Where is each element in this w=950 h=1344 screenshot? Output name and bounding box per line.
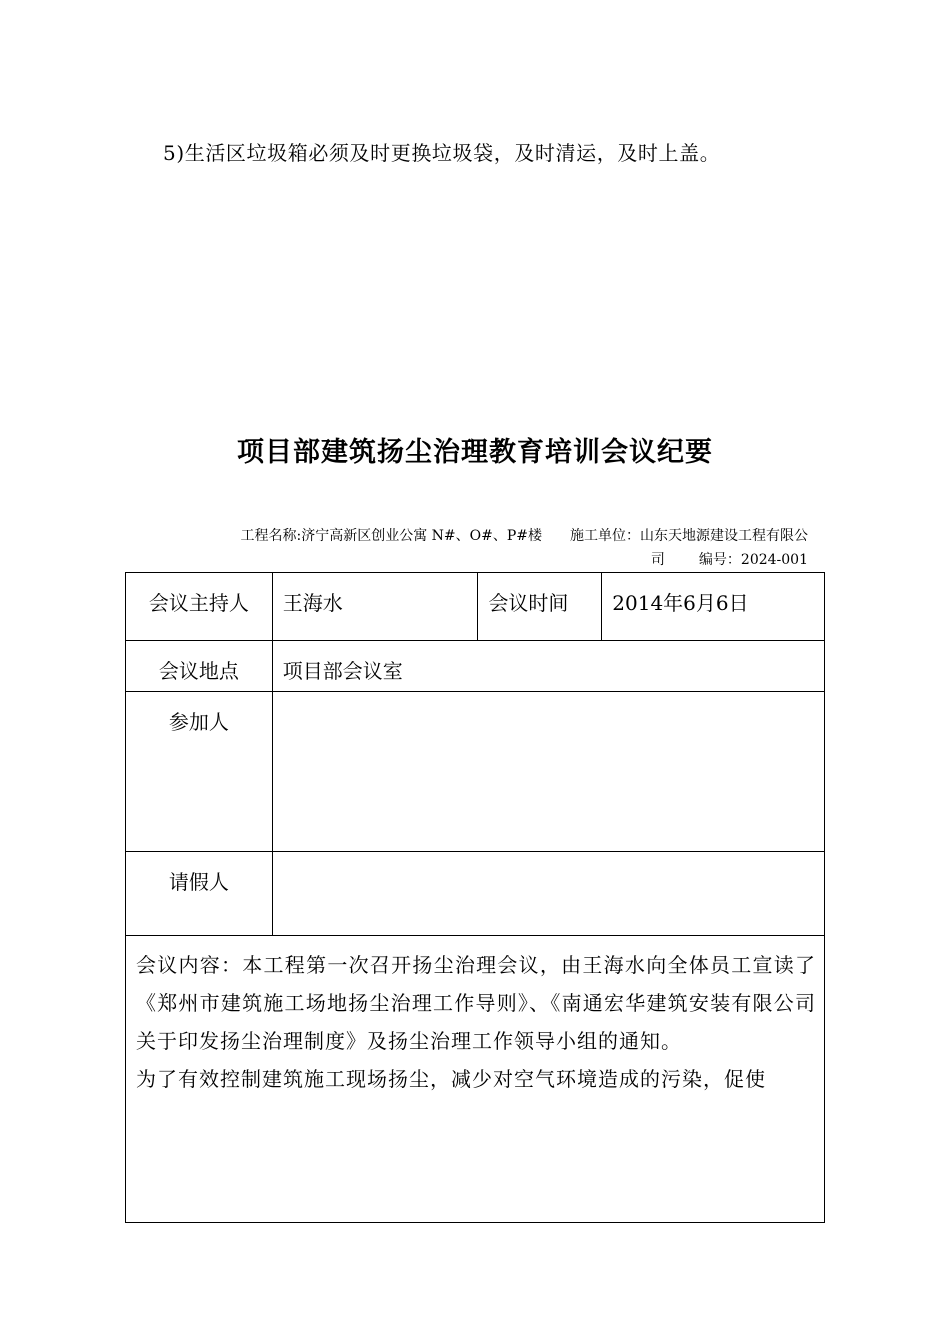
meeting-content bbox=[126, 936, 825, 1223]
place-value: 项目部会议室 bbox=[272, 641, 824, 692]
leave-label: 请假人 bbox=[126, 852, 273, 936]
construction-unit-value: 山东天地源建设工程有限公 bbox=[640, 528, 808, 544]
content-paragraph-2: 为了有效控制建筑施工现场扬尘，减少对空气环境造成的污染，促使 bbox=[136, 1067, 766, 1091]
document-meta bbox=[150, 524, 808, 572]
minutes-table bbox=[125, 572, 825, 1223]
construction-unit-label: 施工单位： bbox=[570, 528, 640, 544]
previous-page-item: 5)生活区垃圾箱必须及时更换垃圾袋，及时清运，及时上盖。 bbox=[163, 141, 721, 165]
document-number: 2024-001 bbox=[740, 552, 808, 568]
table-row bbox=[126, 692, 825, 852]
table-row bbox=[126, 641, 825, 692]
host-value: 王海水 bbox=[272, 573, 478, 641]
content-paragraph-1: 会议内容：本工程第一次召开扬尘治理会议，由王海水向全体员工宣读了《郑州市建筑施工场地扬尘治理工作导则》、《南通宏华建筑安装有限公司关于印发扬尘治理制度》及扬尘治理工作领导小组的通知。 bbox=[136, 953, 816, 1053]
time-label: 会议时间 bbox=[478, 573, 602, 641]
attendees-value bbox=[272, 692, 824, 852]
table-row bbox=[126, 573, 825, 641]
document-title: 项目部建筑扬尘治理教育培训会议纪要 bbox=[237, 437, 713, 468]
number-label: 编号： bbox=[698, 552, 741, 568]
time-value: 2014年6月6日 bbox=[602, 573, 825, 641]
table-row bbox=[126, 852, 825, 936]
leave-value bbox=[272, 852, 824, 936]
project-name: 济宁高新区创业公寓 N#、O#、P#楼 bbox=[301, 528, 542, 544]
construction-unit-value-cont: 司 bbox=[650, 552, 665, 568]
project-label: 工程名称: bbox=[240, 528, 302, 544]
table-row bbox=[126, 936, 825, 1223]
attendees-label: 参加人 bbox=[126, 692, 273, 852]
host-label: 会议主持人 bbox=[126, 573, 273, 641]
place-label: 会议地点 bbox=[126, 641, 273, 692]
